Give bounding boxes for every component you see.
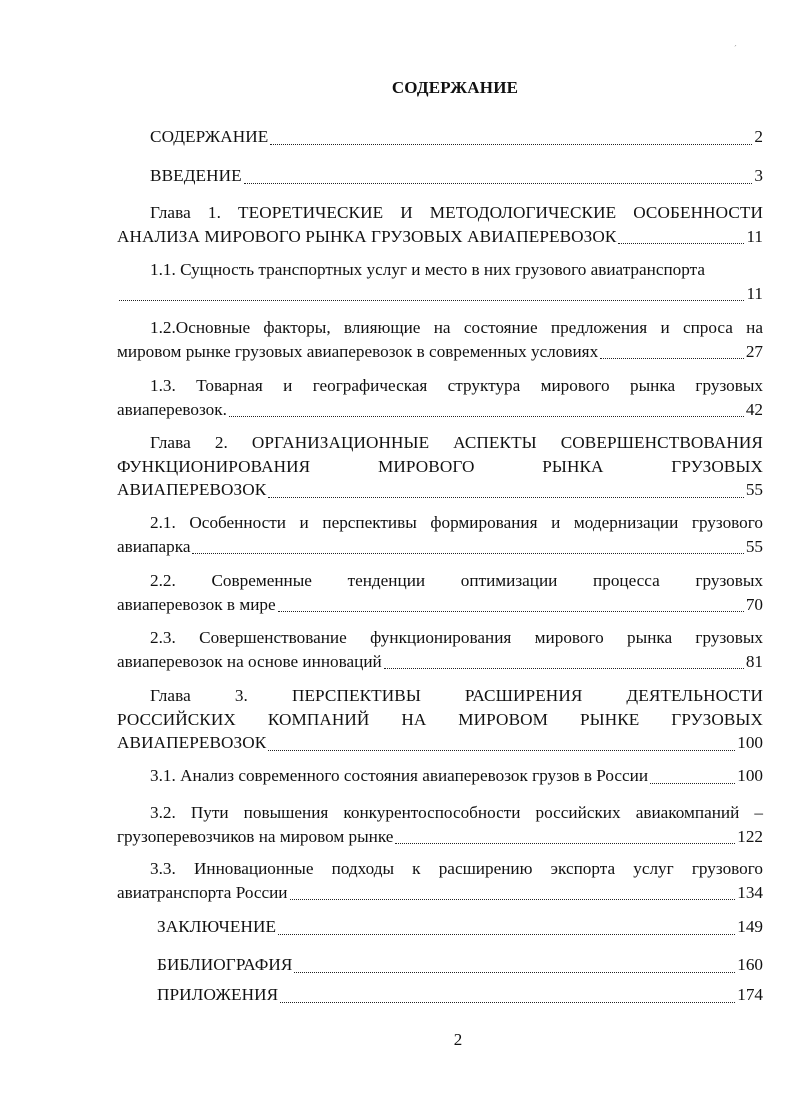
toc-entry-line: авиаперевозок.	[117, 399, 227, 419]
toc-entry-chapter-3[interactable]	[117, 684, 763, 755]
toc-entry-label: ПРИЛОЖЕНИЯ	[157, 985, 279, 1004]
toc-entry-section-2-2[interactable]	[117, 569, 763, 616]
leader-dots	[268, 750, 735, 751]
toc-entry-page: 55	[745, 536, 763, 556]
toc-entry-section-3-1[interactable]	[117, 764, 763, 788]
leader-dots	[650, 783, 735, 784]
toc-entry-line: 2.1. Особенности и перспективы формирования и модернизации грузового	[150, 513, 763, 532]
toc-entry-contents[interactable]	[117, 125, 763, 149]
toc-entry-label: СОДЕРЖАНИЕ	[150, 127, 269, 146]
toc-entry-line: АВИАПЕРЕВОЗОК	[117, 733, 267, 752]
leader-dots	[290, 899, 736, 900]
toc-entry-page: 100	[737, 733, 763, 752]
toc-entry-section-3-3[interactable]	[117, 857, 763, 904]
leader-dots	[395, 843, 735, 844]
leader-dots	[294, 972, 735, 973]
leader-dots	[384, 668, 744, 669]
toc-entry-page: 100	[737, 766, 763, 785]
toc-entry-line: 1.1. Сущность транспортных услуг и место в них грузового авиатранспорта	[150, 260, 705, 279]
toc-entry-section-1-1[interactable]	[117, 258, 763, 305]
toc-entry-label: ВВЕДЕНИЕ	[150, 166, 242, 185]
leader-dots	[270, 144, 752, 145]
toc-entry-introduction[interactable]	[117, 164, 763, 188]
toc-entry-page: 160	[737, 955, 763, 974]
toc-entry-bibliography[interactable]	[117, 953, 763, 977]
toc-entry-line: РОССИЙСКИХ КОМПАНИЙ НА МИРОВОМ РЫНКЕ ГРУЗОВЫХ	[117, 709, 763, 729]
toc-entry-line: АНАЛИЗА МИРОВОГО РЫНКА ГРУЗОВЫХ АВИАПЕРЕВОЗОК	[117, 226, 617, 246]
toc-entry-line: грузоперевозчиков на мировом рынке	[117, 826, 394, 846]
toc-entry-line: Глава 1. ТЕОРЕТИЧЕСКИЕ И МЕТОДОЛОГИЧЕСКИЕ ОСОБЕННОСТИ	[150, 203, 763, 222]
toc-entry-page: 2	[754, 127, 763, 146]
toc-entry-line: 3.3. Инновационные подходы к расширению экспорта услуг грузового	[150, 859, 763, 878]
toc-entry-line: ФУНКЦИОНИРОВАНИЯ МИРОВОГО РЫНКА ГРУЗОВЫХ	[117, 456, 763, 476]
toc-entry-page: 81	[745, 651, 763, 671]
toc-entry-line: АВИАПЕРЕВОЗОК	[117, 480, 267, 499]
toc-entry-line: 3.2. Пути повышения конкурентоспособности российских авиакомпаний –	[150, 803, 763, 822]
toc-entry-page: 55	[745, 480, 763, 499]
toc-entry-section-3-2[interactable]	[117, 801, 763, 848]
toc-entry-chapter-2[interactable]	[117, 431, 763, 502]
toc-entry-appendices[interactable]	[117, 983, 763, 1007]
leader-dots	[600, 358, 744, 359]
page-number: 2	[453, 1030, 463, 1049]
toc-entry-page: 3	[754, 166, 763, 185]
scan-mark: ´	[734, 44, 737, 53]
toc-entry-line: 2.2. Современные тенденции оптимизации процесса грузовых	[150, 571, 763, 590]
toc-entry-line: 1.2.Основные факторы, влияющие на состояние предложения и спроса на	[150, 318, 763, 337]
toc-entry-line: Глава 3. ПЕРСПЕКТИВЫ РАСШИРЕНИЯ ДЕЯТЕЛЬНОСТИ	[150, 686, 763, 705]
toc-entry-section-2-1[interactable]	[117, 511, 763, 558]
toc-entry-conclusion[interactable]	[117, 915, 763, 939]
leader-dots	[278, 611, 744, 612]
leader-dots	[268, 497, 743, 498]
leader-dots	[119, 300, 744, 301]
leader-dots	[192, 553, 743, 554]
toc-entry-page: 27	[745, 341, 763, 361]
leader-dots	[618, 243, 744, 244]
leader-dots	[244, 183, 753, 184]
leader-dots	[229, 416, 744, 417]
toc-entry-line: 1.3. Товарная и географическая структура мирового рынка грузовых	[150, 376, 763, 395]
toc-entry-page: 134	[737, 882, 763, 902]
toc-entry-section-1-3[interactable]	[117, 374, 763, 421]
toc-entry-page: 70	[745, 594, 763, 614]
toc-entry-line: мировом рынке грузовых авиаперевозок в современных условиях	[117, 341, 599, 361]
toc-entry-chapter-1[interactable]	[117, 201, 763, 248]
toc-entry-section-1-2[interactable]	[117, 316, 763, 363]
toc-entry-line: 2.3. Совершенствование функционирования мирового рынка грузовых	[150, 628, 763, 647]
toc-entry-section-2-3[interactable]	[117, 626, 763, 673]
leader-dots	[278, 934, 735, 935]
toc-entry-page: 122	[737, 826, 763, 846]
toc-entry-page: 11	[746, 283, 763, 303]
toc-entry-page: 174	[737, 985, 763, 1004]
toc-entry-label: 3.1. Анализ современного состояния авиаперевозок грузов в России	[150, 766, 649, 785]
toc-entry-page: 42	[745, 399, 763, 419]
toc-entry-line: авиатранспорта России	[117, 882, 288, 902]
toc-entry-line: авиаперевозок на основе инноваций	[117, 651, 382, 671]
toc-entry-label: ЗАКЛЮЧЕНИЕ	[157, 917, 277, 936]
toc-entry-page: 149	[737, 917, 763, 936]
toc-entry-page: 11	[746, 226, 763, 246]
toc-entry-line: авиапарка	[117, 536, 191, 556]
toc-entry-line: Глава 2. ОРГАНИЗАЦИОННЫЕ АСПЕКТЫ СОВЕРШЕНСТВОВАНИЯ	[150, 433, 763, 452]
toc-entry-line: авиаперевозок в мире	[117, 594, 276, 614]
toc-entry-label: БИБЛИОГРАФИЯ	[157, 955, 293, 974]
page-title: СОДЕРЖАНИЕ	[391, 78, 519, 97]
leader-dots	[280, 1002, 735, 1003]
